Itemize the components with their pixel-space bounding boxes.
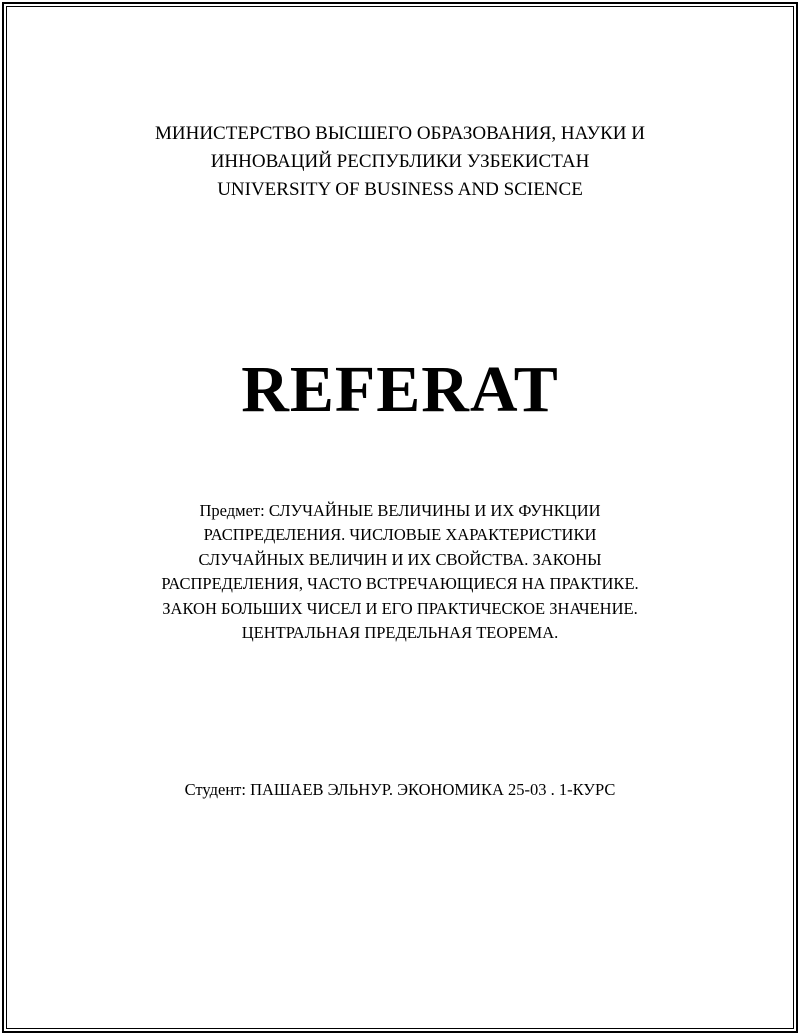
subject-line-1: Предмет: СЛУЧАЙНЫЕ ВЕЛИЧИНЫ И ИХ ФУНКЦИИ [199, 501, 601, 520]
ministry-line-1: МИНИСТЕРСТВО ВЫСШЕГО ОБРАЗОВАНИЯ, НАУКИ И [155, 123, 645, 144]
ministry-header [0, 120, 800, 204]
subject-block [0, 499, 800, 645]
subject-line-4: РАСПРЕДЕЛЕНИЯ, ЧАСТО ВСТРЕЧАЮЩИЕСЯ НА ПРАКТИКЕ. [161, 574, 639, 594]
university-name: UNIVERSITY OF BUSINESS AND SCIENCE [217, 179, 583, 200]
document-title: REFERAT [241, 353, 559, 426]
subject-line-5: ЗАКОН БОЛЬШИХ ЧИСЕЛ И ЕГО ПРАКТИЧЕСКОЕ ЗНАЧЕНИЕ. [162, 598, 638, 618]
student-info: Студент: ПАШАЕВ ЭЛЬНУР. ЭКОНОМИКА 25-03 . 1-КУРС [184, 780, 616, 799]
subject-line-6: ЦЕНТРАЛЬНАЯ ПРЕДЕЛЬНАЯ ТЕОРЕМА. [241, 623, 559, 643]
subject-line-3: СЛУЧАЙНЫХ ВЕЛИЧИН И ИХ СВОЙСТВА. ЗАКОНЫ [198, 549, 602, 569]
subject-line-2: РАСПРЕДЕЛЕНИЯ. ЧИСЛОВЫЕ ХАРАКТЕРИСТИКИ [203, 525, 597, 545]
ministry-line-2: ИННОВАЦИЙ РЕСПУБЛИКИ УЗБЕКИСТАН [210, 151, 590, 172]
